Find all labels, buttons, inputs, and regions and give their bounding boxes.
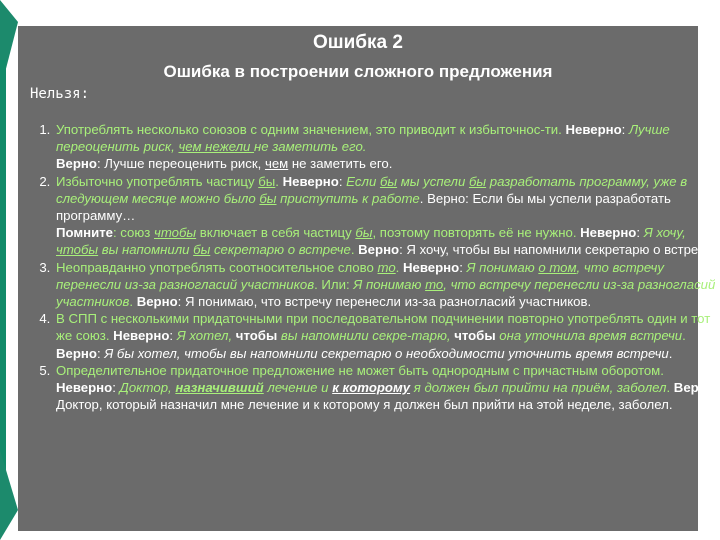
rule-text: Неоправданно употреблять соотносительное слово xyxy=(56,259,378,275)
wrong-label: Неверно xyxy=(282,173,339,189)
separator: . xyxy=(129,294,137,310)
wrong-example: Я понимаю xyxy=(353,276,426,292)
separator: . xyxy=(668,397,673,413)
separator: . xyxy=(350,242,359,258)
right-label: Верно xyxy=(136,294,178,310)
accent-bar xyxy=(0,60,6,480)
rule-item-4 xyxy=(54,310,720,362)
wrong-label: Неверно xyxy=(403,259,460,275)
rule-text: Избыточно употреблять частицу xyxy=(56,173,259,189)
wrong-example-end: , что встречу перенесли из-за разногласий участников xyxy=(56,259,664,292)
right-example: : Я понимаю, что встречу перенесли из-за разногласий участников. xyxy=(177,294,592,310)
wrong-example: вы напомнили xyxy=(98,242,194,258)
right-example-end: не заметить его. xyxy=(288,156,393,172)
separator: : xyxy=(621,122,629,137)
wrong-label: Неверно xyxy=(565,122,622,137)
highlight-by: бы xyxy=(355,225,373,241)
wrong-example-end: не заметить его. xyxy=(254,139,367,155)
separator: : xyxy=(636,225,644,241)
right-label: Верно xyxy=(56,156,97,172)
highlight-by: бы xyxy=(193,242,211,258)
right-label: Верно xyxy=(358,242,400,258)
wrong-example-end: приступить к работе xyxy=(276,190,420,206)
wrong-example: Доктор, xyxy=(119,380,176,396)
remember-text: , поэтому повторять её не нужно. xyxy=(372,225,581,241)
wrong-example: Если xyxy=(346,173,380,189)
right-example: . Верно: Если бы мы успели разработать программу… xyxy=(56,190,671,224)
wrong-example-end: я должен был прийти на приём, заболел xyxy=(410,380,667,396)
rule-text: Употреблять несколько союзов с одним значением, это приводит к избыточнос-ти. xyxy=(56,122,566,137)
highlight-o-tom: о том xyxy=(538,259,577,275)
right-example: : Доктор, который назначил мне лечение и к которому я должен был прийти на этой неделе, заболел xyxy=(56,380,719,413)
wrong-label: Неверно xyxy=(56,380,113,396)
remember-text: включает в себя частицу xyxy=(196,225,356,241)
highlight-chtoby: чтобы xyxy=(454,328,496,344)
highlight-participle: назначивший xyxy=(175,380,264,396)
or-text: . Или: xyxy=(314,276,354,292)
remember-label: Помните xyxy=(56,225,113,241)
separator: . xyxy=(668,345,673,361)
rule-text: В СПП с несколькими придаточными при последовательном подчинении повторно употреблять один и тот же союз. xyxy=(56,311,711,344)
wrong-example-end: , что встречу перенесли из-за разногласий участников xyxy=(56,276,716,310)
rule-item-2 xyxy=(54,173,720,259)
highlight-k-kotoromu: к которому xyxy=(332,380,411,396)
wrong-example: мы успели xyxy=(397,173,469,189)
wrong-example-end: она уточнила время встречи xyxy=(495,328,683,344)
separator: : xyxy=(112,380,120,396)
wrong-example: Лучше переоценить риск, xyxy=(56,122,670,155)
wrong-example: разработать программу, уже в следующем месяце можно было xyxy=(56,173,688,206)
separator: . xyxy=(275,173,283,189)
separator: : xyxy=(96,345,105,361)
rule-text: Определительное придаточное предложение не может быть однородным с причастным оборотом. xyxy=(56,362,664,378)
highlight-by: бы xyxy=(259,190,277,206)
rule-item-5 xyxy=(54,362,720,414)
wrong-highlight: чем нежели xyxy=(178,139,255,155)
separator: : xyxy=(169,328,177,344)
slide-subtitle: Ошибка в построении сложного предложения xyxy=(163,62,553,81)
right-label: Верно xyxy=(673,380,715,396)
separator: . xyxy=(395,259,403,275)
wrong-example: вы напомнили секре-тарю, xyxy=(277,328,455,344)
rules-list xyxy=(24,121,720,413)
separator: . xyxy=(682,328,686,344)
slide-title: Ошибка 2 xyxy=(313,32,403,53)
separator: : xyxy=(459,259,467,275)
highlight-by: бы xyxy=(379,173,398,189)
separator: : xyxy=(338,173,347,189)
highlight-to: то xyxy=(425,276,444,292)
right-example: Я бы хотел, чтобы вы напомнили секретарю о необходимости уточнить время встречи xyxy=(104,345,669,361)
rule-item-1 xyxy=(54,121,720,173)
highlight-to: то xyxy=(377,259,396,275)
accent-triangle-bottom xyxy=(0,450,18,540)
highlight-by: бы xyxy=(468,173,487,189)
wrong-label: Неверно xyxy=(580,225,637,241)
wrong-example: Я понимаю xyxy=(466,259,539,275)
highlight-chtoby: чтобы xyxy=(235,328,278,344)
wrong-example: Я хотел, xyxy=(176,328,236,344)
content-panel xyxy=(18,26,719,531)
highlight-by: бы xyxy=(258,173,276,189)
separator: . xyxy=(666,380,674,396)
rule-item-3 xyxy=(54,259,720,311)
right-example: : Я хочу, чтобы вы напомнили секретарю о встрече. xyxy=(399,242,716,258)
highlight-chtoby: чтобы xyxy=(56,242,99,258)
wrong-example: Я хочу, xyxy=(643,225,686,241)
right-highlight: чем xyxy=(264,156,289,172)
nelzya-label: Нельзя: xyxy=(30,86,90,102)
wrong-example: лечение и xyxy=(263,380,333,396)
remember-text: : союз xyxy=(112,225,154,241)
right-example: : Лучше переоценить риск, xyxy=(96,156,265,172)
wrong-label: Неверно xyxy=(113,328,170,344)
wrong-example-end: секретарю о встрече xyxy=(210,242,351,258)
right-label: Верно xyxy=(56,345,97,361)
highlight-chtoby: чтобы xyxy=(154,225,197,241)
